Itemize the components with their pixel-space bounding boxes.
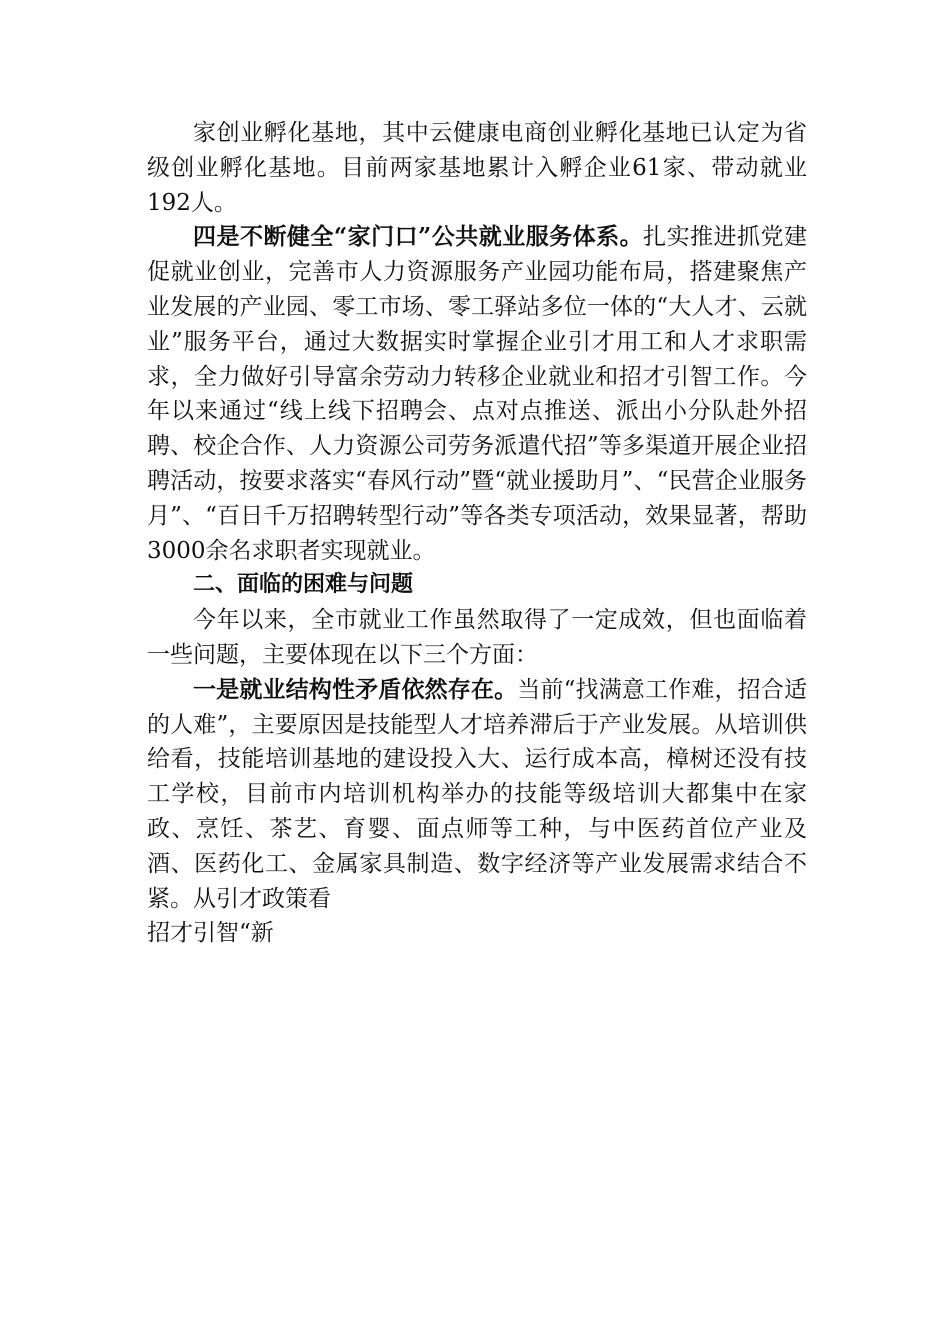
paragraph-lead-bold: 四是不断健全“家门口”公共就业服务体系。: [193, 223, 644, 251]
paragraph-continuation: 家创业孵化基地，其中云健康电商创业孵化基地已认定为省级创业孵化基地。目前两家基地累计入孵企业61家、带动就业192人。: [147, 120, 807, 216]
paragraph-body: 当前“找满意工作难，招合适的人难”，主要原因是技能型人才培养滞后于产业发展。从培训供给看，技能培训基地的建设投入大、运行成本高，樟树还没有技工学校，目前市内培训机构举办的技能等级培训大都集中在家政、烹饪、茶艺、育婴、面点师等工种，与中医药首位产业及酒、医药化工、金属家具制造、数字经济等产业发展需求结合不紧。从引才政策看: [147, 676, 807, 912]
paragraph-fragment: 招才引智“新: [147, 920, 274, 947]
document-body: [147, 116, 807, 951]
paragraph-lead-bold: 一是就业结构性矛盾依然存在。: [193, 675, 518, 703]
paragraph-intro: 今年以来，全市就业工作虽然取得了一定成效，但也面临着一些问题，主要体现在以下三个方面：: [147, 607, 807, 668]
section-heading: 二、面临的困难与问题: [193, 572, 414, 598]
paragraph-point-four: [147, 220, 807, 568]
paragraph-point-one: [147, 673, 807, 917]
paragraph-body: 扎实推进抓党建促就业创业，完善市人力资源服务产业园功能布局，搭建聚焦产业发展的产业园、零工市场、零工驿站多位一体的“大人才、云就业”服务平台，通过大数据实时掌握企业引才用工和人才求职需求，全力做好引导富余劳动力转移企业就业和招才引智工作。今年以来通过“线上线下招聘会、点对点推送、派出小分队赴外招聘、校企合作、人力资源公司劳务派遣代招”等多渠道开展企业招聘活动，按要求落实“春风行动”暨“就业援助月”、“民营企业服务月”、“百日千万招聘转型行动”等各类专项活动，效果显著，帮助3000余名求职者实现就业。: [147, 224, 808, 564]
